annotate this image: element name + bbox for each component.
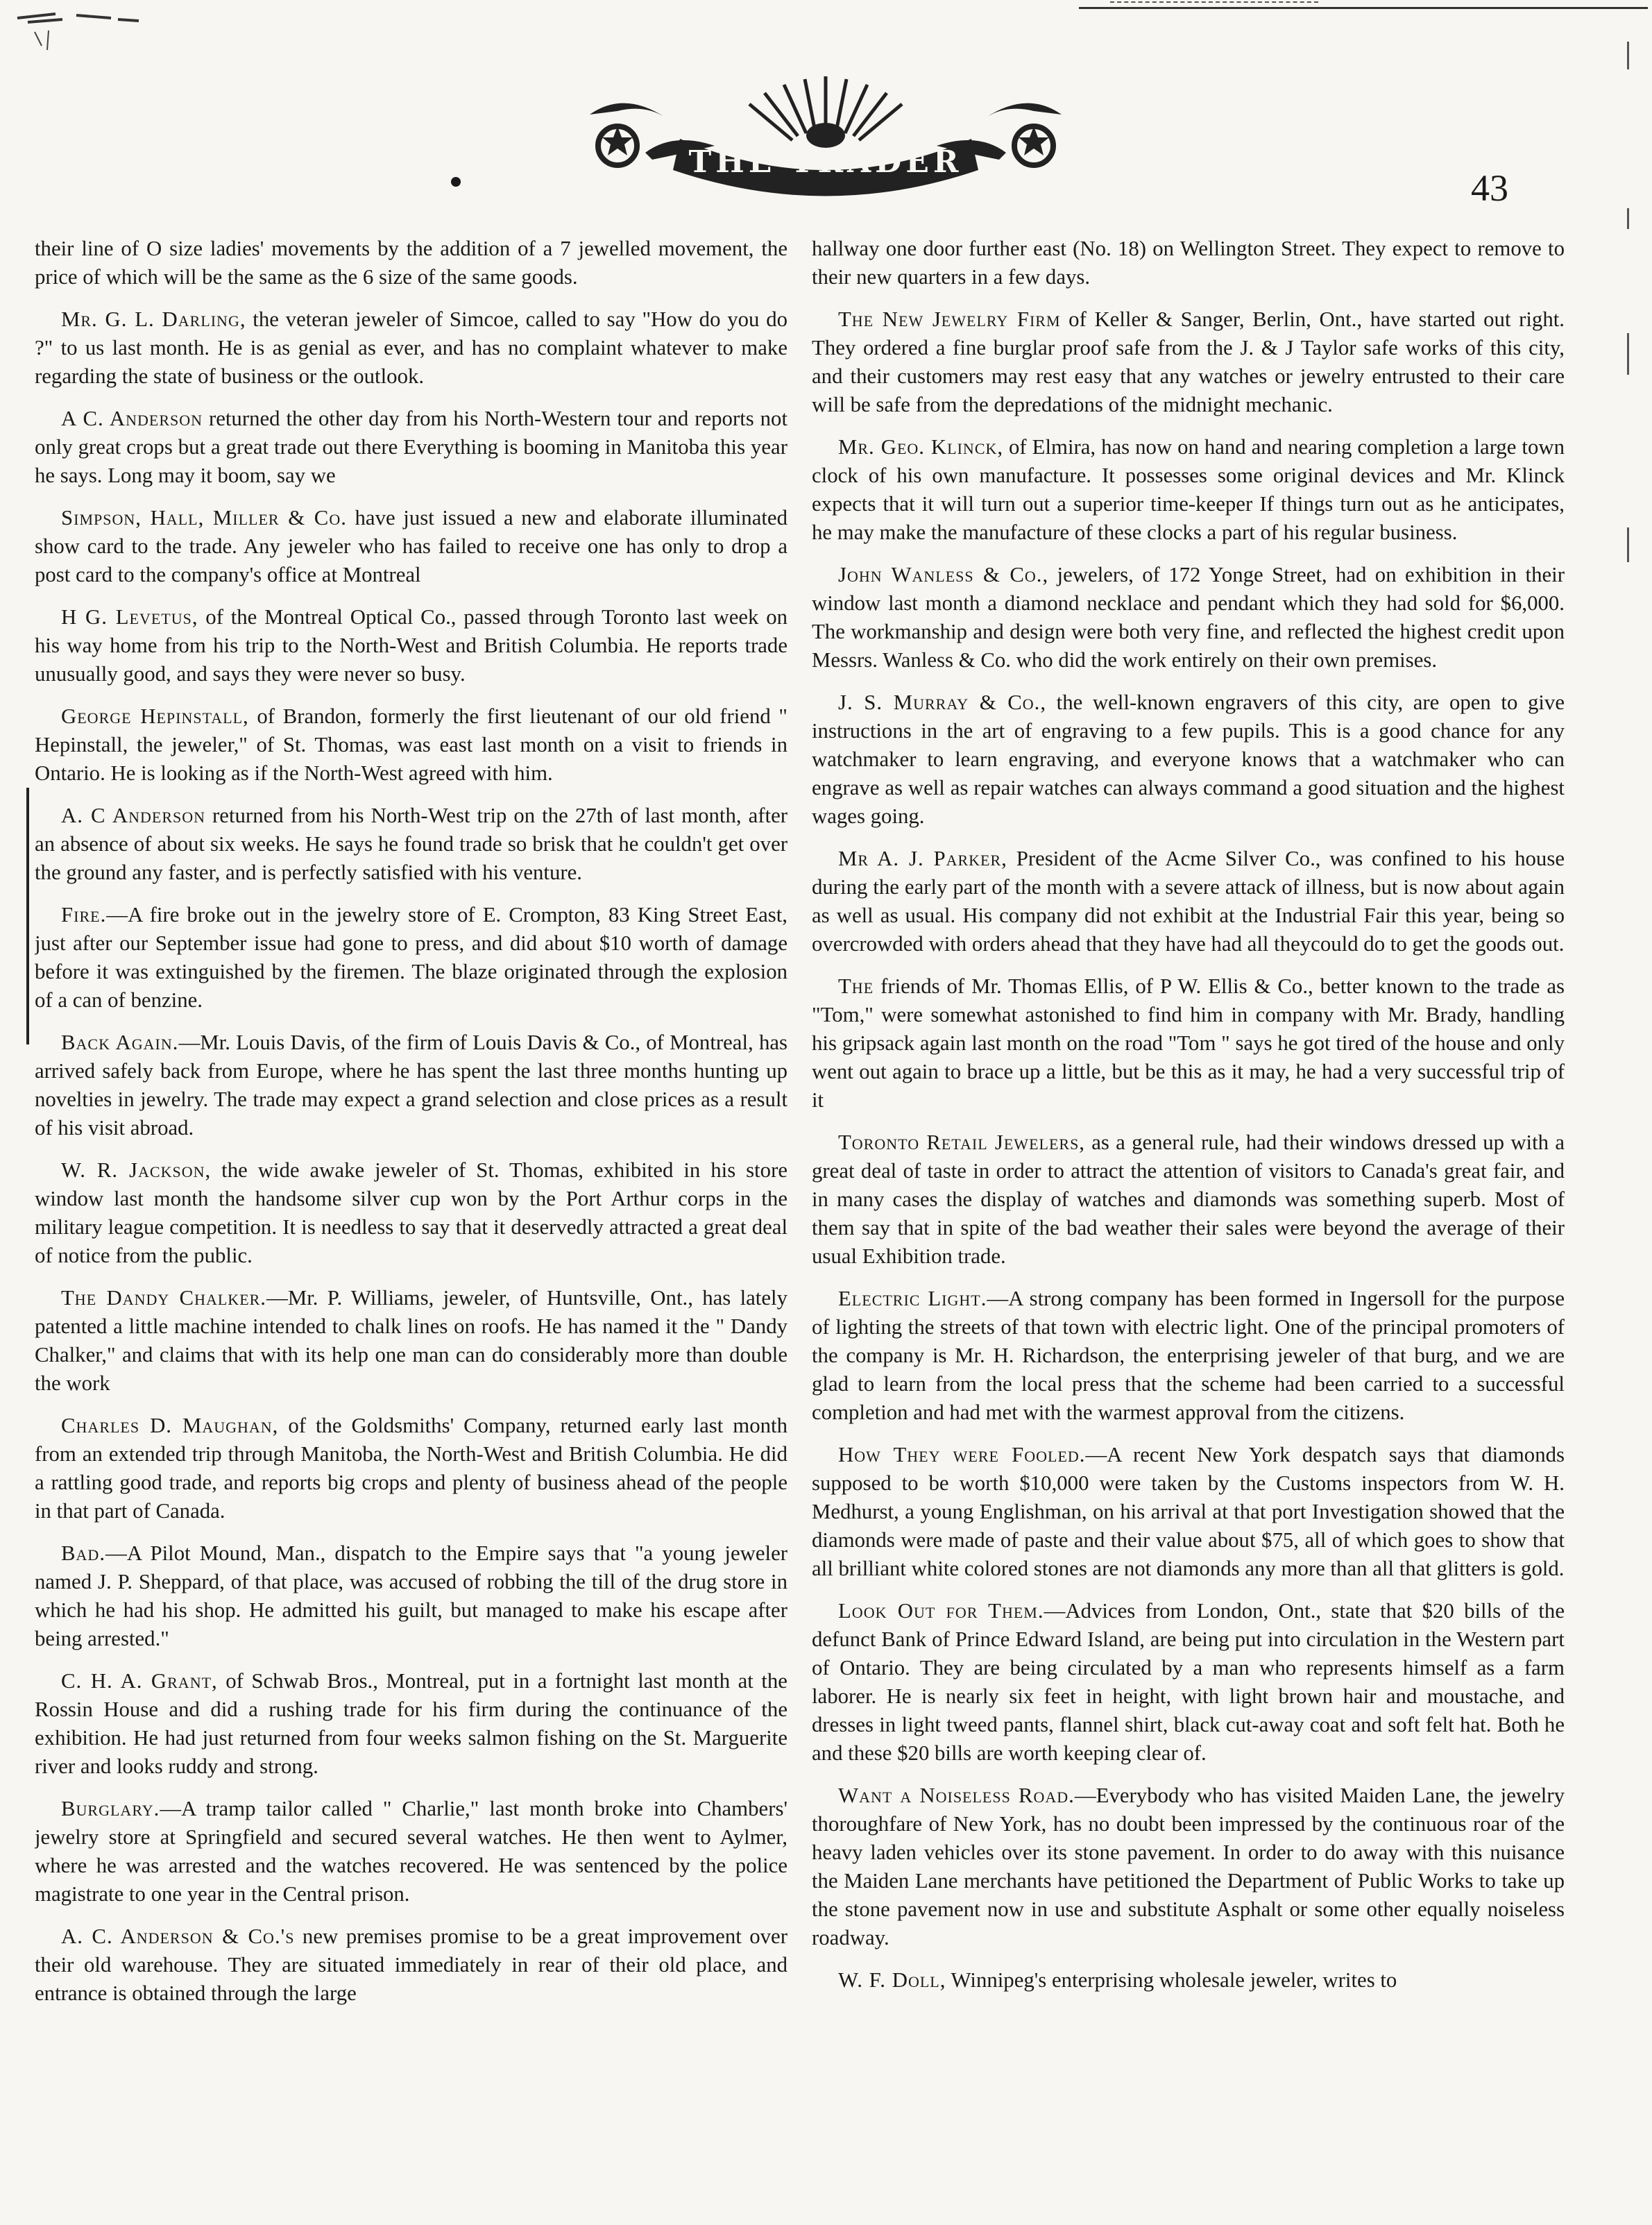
article-paragraph: [35, 802, 787, 887]
article-text: returned from his North-West trip on the 27th of last month, after an absence of about six weeks. He says he found trade so brisk that he couldn't get over the ground any faster, and is perfectly satisfied with his venture.: [35, 804, 787, 884]
article-paragraph: [35, 702, 787, 788]
article-text: of Keller & Sanger, Berlin, Ont., have started out right. They ordered a fine burglar proof safe from the J. & J Taylor safe works of this city, and their customers may rest easy that any watches or jewelry entrusted to their care will be safe from the depredations of the midnight mechanic.: [812, 307, 1565, 416]
article-lead: Charles D. Maughan,: [61, 1414, 279, 1437]
top-dashed-rule: [1110, 1, 1318, 3]
masthead-ornament: [576, 49, 1075, 201]
margin-mark: [26, 788, 29, 1044]
article-text: —A recent New York despatch says that diamonds supposed to be worth $10,000 were taken by the Customs inspectors from W. H. Medhurst, a young Englishman, on his arrival at that port Investigation showed that the diamonds were made of paste and their value about $75, all of which goes to show that all brilliant white colored stones are not diamonds any more than all that glitters is gold.: [812, 1443, 1565, 1580]
article-lead: W. R. Jackson,: [61, 1158, 212, 1182]
article-paragraph: [35, 235, 787, 291]
article-lead: A C. Anderson: [61, 407, 203, 430]
article-lead: How They were Fooled.: [838, 1443, 1086, 1466]
article-text: jewelers, of 172 Yonge Street, had on exhibition in their window last month a diamond necklace and pendant which they had sold for $6,000. The workmanship and design were both very fine, and reflected the highest credit upon Messrs. Wanless & Co. who did the work entirely on their own premises.: [812, 563, 1565, 672]
article-lead: Fire.: [61, 903, 107, 927]
article-paragraph: [812, 1597, 1565, 1768]
article-text: returned the other day from his North-Western tour and reports not only great crops but a great trade out there Everything is booming in Manitoba this year he says. Long may it boom, say we: [35, 407, 787, 487]
article-paragraph: [812, 1966, 1565, 1995]
article-paragraph: [35, 1412, 787, 1525]
printer-dot: [451, 177, 461, 187]
article-text: of Elmira, has now on hand and nearing completion a large town clock of his own manufacture. It possesses some original devices and Mr. Klinck expects that it will turn out a superior time-keeper If things turn out as he anticipates, he may make the manufacture of these clocks a part of his regular business.: [812, 435, 1565, 544]
article-lead: Burglary.: [61, 1797, 160, 1820]
article-text: of Brandon, formerly the first lieutenant of our old friend " Hepinstall, the jeweler," of St. Thomas, was east last month on a visit to friends in Ontario. He is looking as if the North-West agreed with him.: [35, 704, 787, 785]
right-margin-marks: [1627, 42, 1641, 666]
article-paragraph: [35, 1795, 787, 1909]
article-text: their line of O size ladies' movements by the addition of a 7 jewelled movement, the price of which will be the same as the 6 size of the same goods.: [35, 237, 787, 289]
article-text: —A Pilot Mound, Man., dispatch to the Empire says that "a young jeweler named J. P. Sheppard, of that place, was accused of robbing the till of the drug store in which he had his shop. He admitted his guilt, but managed to make his escape after being arrested.": [35, 1541, 787, 1650]
article-lead: A. C Anderson: [61, 804, 206, 827]
article-paragraph: [35, 603, 787, 688]
article-paragraph: [35, 504, 787, 589]
article-text: have just issued a new and elaborate illuminated show card to the trade. Any jeweler who has failed to receive one has only to drop a post card to the company's office at Montreal: [35, 506, 787, 586]
article-text: —Mr. P. Williams, jeweler, of Huntsville, Ont., has lately patented a little machine intended to chalk lines on roofs. He has named it the " Dandy Chalker," and claims that with its help one man can do considerably more than double the work: [35, 1286, 787, 1395]
ribbon-banner: [673, 139, 978, 196]
article-paragraph: [35, 1922, 787, 2008]
article-paragraph: [35, 405, 787, 490]
top-rule: [1079, 7, 1648, 9]
article-text: President of the Acme Silver Co., was confined to his house during the early part of the month with a severe attack of illness, but is now about again as well as usual. His company did not exhibit at the Industrial Fair this year, being so overcrowded with orders ahead that they have had all theycould do to get the goods out.: [812, 847, 1565, 956]
article-paragraph: [35, 1284, 787, 1398]
article-lead: H G. Levetus,: [61, 605, 198, 629]
article-text: —Mr. Louis Davis, of the firm of Louis Davis & Co., of Montreal, has arrived safely back from Europe, where he has spent the last three months hunting up novelties in jewelry. The trade may expect a grand selection and close prices as a result of his visit abroad.: [35, 1031, 787, 1140]
article-text: the veteran jeweler of Simcoe, called to say "How do you do ?" to us last month. He is as genial as ever, and has no complaint whatever to make regarding the state of business or the outlook.: [35, 307, 787, 388]
article-paragraph: [35, 1156, 787, 1270]
article-lead: The Dandy Chalker.: [61, 1286, 267, 1310]
article-paragraph: [35, 305, 787, 391]
article-lead: John Wanless & Co.,: [838, 563, 1049, 586]
article-text: the wide awake jeweler of St. Thomas, exhibited in his store window last month the handsome silver cup won by the Port Arthur corps in the military league competition. It is needless to say that it deservedly attracted a great deal of notice from the public.: [35, 1158, 787, 1267]
article-text: new premises promise to be a great improvement over their old warehouse. They are situated immediately in rear of their old place, and entrance is obtained through the large: [35, 1924, 787, 2005]
print-smudge: [14, 4, 146, 53]
article-paragraph: [812, 1285, 1565, 1427]
article-paragraph: [812, 845, 1565, 958]
article-lead: C. H. A. Grant,: [61, 1669, 218, 1693]
page-number: 43: [1471, 167, 1508, 209]
article-text: of the Montreal Optical Co., passed through Toronto last week on his way home from his trip to the North-West and British Columbia. He reports trade unusually good, and says they were never so busy.: [35, 605, 787, 686]
article-text: —A strong company has been formed in Ingersoll for the purpose of lighting the streets of that town with electric light. One of the principal promoters of the company is Mr. H. Richardson, the enterprising jeweler of that burg, and we are glad to learn from the local press that the scheme had been carried to a successful completion and had met with the warmest approval from the citizens.: [812, 1287, 1565, 1424]
article-paragraph: [812, 433, 1565, 547]
article-lead: Bad.: [61, 1541, 106, 1565]
masthead-title: THE TRADER: [688, 144, 963, 180]
article-lead: Toronto Retail Jewelers,: [838, 1131, 1086, 1154]
left-column: [35, 235, 787, 2213]
article-paragraph: [812, 1441, 1565, 1583]
article-paragraph: [812, 305, 1565, 419]
article-paragraph: [35, 1539, 787, 1653]
article-lead: Back Again.: [61, 1031, 179, 1054]
article-paragraph: [812, 561, 1565, 675]
article-lead: A. C. Anderson & Co.'s: [61, 1924, 295, 1948]
article-lead: J. S. Murray & Co.,: [838, 691, 1047, 714]
article-text: hallway one door further east (No. 18) on Wellington Street. They expect to remove to their new quarters in a few days.: [812, 237, 1565, 289]
article-lead: Simpson, Hall, Miller & Co.: [61, 506, 347, 530]
article-lead: Mr. G. L. Darling,: [61, 307, 246, 331]
article-paragraph: [35, 1029, 787, 1142]
article-text: of the Goldsmiths' Company, returned early last month from an extended trip through Manitoba, the North-West and British Columbia. He did a rattling good trade, and reports big crops and plenty of business ahead of the people in that part of Canada.: [35, 1414, 787, 1523]
article-paragraph: [812, 1782, 1565, 1952]
article-text: —A tramp tailor called " Charlie," last month broke into Chambers' jewelry store at Springfield and secured several watches. He then went to Aylmer, where he was arrested and the watches recovered. He was sentenced by the police magistrate to one year in the Central prison.: [35, 1797, 787, 1906]
article-lead: Want a Noiseless Road.: [838, 1784, 1075, 1807]
article-text: —Advices from London, Ont., state that $20 bills of the defunct Bank of Prince Edward Island, are being put into circulation in the Western part of Ontario. They are being circulated by a man who represents himself as a farm laborer. He is nearly six feet in height, with light brown hair and moustache, and dresses in light tweed pants, flannel shirt, black cut-away coat and soft felt hat. Both he and these $20 bills are worth keeping clear of.: [812, 1599, 1565, 1765]
article-text: as a general rule, had their windows dressed up with a great deal of taste in order to attract the attention of visitors to Canada's great fair, and in many cases the display of watches and diamonds was something superb. Most of them say that in spite of the bad weather their sales were beyond the average of their usual Exhibition trade.: [812, 1131, 1565, 1268]
article-lead: The New Jewelry Firm: [838, 307, 1061, 331]
article-paragraph: [812, 1128, 1565, 1271]
article-lead: Mr A. J. Parker,: [838, 847, 1007, 870]
article-paragraph: [35, 901, 787, 1015]
article-lead: Mr. Geo. Klinck,: [838, 435, 1004, 459]
article-lead: George Hepinstall,: [61, 704, 249, 728]
article-text: Winnipeg's enterprising wholesale jeweler, writes to: [946, 1968, 1397, 1992]
article-paragraph: [35, 1667, 787, 1781]
article-lead: W. F. Doll,: [838, 1968, 946, 1992]
article-text: —A fire broke out in the jewelry store of E. Crompton, 83 King Street East, just after our September issue had gone to press, and did about $10 worth of damage before it was extinguished by the firemen. The blaze originated through the explosion of a can of benzine.: [35, 903, 787, 1012]
article-lead: Look Out for Them.: [838, 1599, 1044, 1623]
article-text: —Everybody who has visited Maiden Lane, the jewelry thoroughfare of New York, has no doubt been impressed by the continuous roar of the heavy laden vehicles over its stone pavement. In order to do away with this nuisance the Maiden Lane merchants have petitioned the Department of Public Works to take up the stone pavement now in use and substitute Asphalt or some other equally noiseless roadway.: [812, 1784, 1565, 1949]
article-paragraph: [812, 688, 1565, 831]
article-lead: Electric Light.: [838, 1287, 987, 1310]
article-lead: The: [838, 974, 874, 998]
article-text: friends of Mr. Thomas Ellis, of P W. Ellis & Co., better known to the trade as "Tom," were somewhat astonished to find him in company with Mr. Brady, handling his gripsack again last month on the road "Tom " says he got tired of the house and only went out again to brace up a little, but be this as it may, he had a very successful trip of it: [812, 974, 1565, 1112]
article-text: the well-known engravers of this city, are open to give instructions in the art of engraving to a few pupils. This is a good chance for any watchmaker to learn engraving, and everyone knows that a watchmaker who can engrave as well as repair watches can always command a good situation and the highest wages going.: [812, 691, 1565, 828]
right-column: [812, 235, 1565, 2213]
article-paragraph: [812, 235, 1565, 291]
article-text: of Schwab Bros., Montreal, put in a fortnight last month at the Rossin House and did a rushing trade for his firm during the continuance of the exhibition. He had just returned from four weeks salmon fishing on the St. Marguerite river and looks ruddy and strong.: [35, 1669, 787, 1778]
article-paragraph: [812, 972, 1565, 1115]
